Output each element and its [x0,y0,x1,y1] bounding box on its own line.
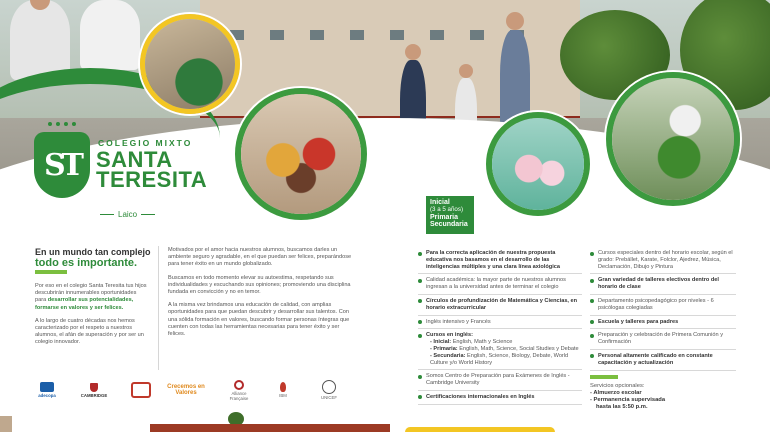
list-item: Departamento psicopedagógico por niveles - 6 psicólogas colegiadas [590,298,736,316]
service-lunch: - Almuerzo escolar [590,390,642,396]
ballet-photo [486,112,590,216]
cambridge-label: CAMBRIDGE [80,392,108,398]
badge-secundaria: Secundaria [430,220,468,228]
list-item-english [418,332,582,370]
student-figure [80,0,140,70]
badge-inicial: Inicial [430,199,450,206]
adecopa-logo [34,378,60,402]
unicef-logo [316,378,342,402]
intro-paragraph-1 [35,283,149,312]
adecopa-icon [40,382,54,392]
cambridge-shield-icon [90,383,98,392]
seal-icon [131,382,151,398]
chess-photo [140,14,240,114]
ibm-label: IBM [279,393,287,398]
service-supervision: - Permanencia supervisada [590,397,666,403]
list-item: Personal altamente calificado en constante capacitación y actualización [590,353,736,371]
dance-photo [235,88,367,220]
levels-badge [426,196,474,234]
crecemos-label: Crecemos en Valores [167,383,205,396]
partner-logos [34,378,374,402]
window [470,30,484,40]
logo-initials: ST [44,147,80,183]
alliance-label: Alliance Française [229,390,249,401]
values-paragraph-3: A la misma vez brindamos una educación de calidad, con amplias oportunidades para que puedan descubrir y desarrollar sus talentos. Con una sólida formación en valores, buscando formar personas íntegras que cuenten con todas las herramientas necesarias para tener éxito y ser felices. [168,302,350,338]
english-inicial [426,339,582,346]
intro-highlight: desarrollar sus potencialidades, formarse en valores y ser felices. [35,297,134,311]
headline [35,247,151,268]
english-secundaria [426,353,582,367]
values-paragraph-2: Buscamos en todo momento elevar su autoestima, respetando sus individualidades y escuchando sus opiniones; promoviendo una disciplina fundada en convicción y no en temor. [168,274,351,296]
gardening-photo [606,72,740,206]
service-hours: hasta las 5:50 p.m. [596,404,648,410]
window [390,30,404,40]
intro-column [35,283,149,353]
list-item: Certificaciones internacionales en Inglés [418,394,582,405]
ibm-logo [270,378,296,402]
badge-ages: (3 a 5 años) [430,206,464,214]
bottom-photo-strip [0,410,400,432]
list-item: Círculos de profundización de Matemática y Ciencias, en horario extracurricular [418,298,582,316]
globe-icon [322,380,336,394]
english-secundaria-label: - Secundaria: [430,352,466,359]
list-item: Calidad académica: la mayor parte de nuestros alumnos ingresan a la universidad antes de terminar el colegio [418,277,582,295]
cambridge-logo [74,378,114,402]
logo-name-line2: TERESITA [96,167,208,192]
headline-line1: En un mundo tan complejo [35,247,151,257]
values-paragraph-1: Motivados por el amor hacia nuestros alumnos, buscamos darles un ambiente seguro y agradable, en el que puedan ser felices, preparándose para tener éxito en un mundo globalizado. [168,247,352,268]
english-primaria [426,346,582,353]
english-secundaria-text: English, Science, Biology, Debate, World Culture y/o World History [430,352,569,366]
accent-bar [590,375,618,379]
list-item: Somos Centro de Preparación para Exámenes de Inglés - Cambridge University [418,373,582,391]
window [350,30,364,40]
features-list-left [418,250,582,408]
services-title: Servicios opcionales: [590,383,645,389]
optional-services [590,375,665,411]
values-column [168,247,354,344]
school-logo [34,128,224,224]
tower [0,416,12,432]
logo-top-label: COLEGIO MIXTO [98,138,193,148]
intro-text: Por eso en el colegio Santa Teresita tus hijos descubrirán innumerables oportunidades para [35,283,147,304]
english-inicial-text: English, Math y Science [451,339,513,346]
student-figure [10,0,70,80]
crecemos-logo [166,378,206,402]
roof [150,424,390,432]
english-title: Cursos en inglés: [426,332,473,339]
alliance-icon [234,380,244,390]
english-primaria-label: - Primaria: [430,345,458,352]
english-inicial-label: - Inicial: [430,339,452,346]
intro-paragraph-2: A lo largo de cuatro décadas nos hemos caracterizado por el respeto a nuestros alumnos, el afán de superación y por ser un colegio innovador. [35,317,144,346]
list-item: Cursos especiales dentro del horario escolar, según el grado: Prebállet, Karate, Folclor, Ajedrez, Música, Declamación, Dibujo y Pintura [590,250,736,274]
accent-bar [35,270,67,274]
logo-name [96,147,224,192]
logo-name-line1: SANTA [96,147,173,172]
window [310,30,324,40]
partner-seal-logo [130,378,152,402]
unicef-label: UNICEF [321,395,337,400]
list-item: Para la correcta aplicación de nuestra propuesta educativa nos basamos en el desarrollo de las inteligencias múltiples y una clara línea axiológica [418,250,582,274]
headline-line2: todo es importante. [35,256,138,269]
crown-icon [48,122,76,132]
adecopa-label: adecopa [38,393,56,398]
column-divider [158,246,159,370]
list-item: Escuela y talleres para padres [590,319,736,330]
flame-icon [280,382,286,392]
badge-primaria: Primaria [430,213,459,221]
window [270,30,284,40]
list-item: Gran variedad de talleres electivos dentro del horario de clase [590,277,736,295]
features-list-right [590,250,736,374]
logo-sub-label: Laico [96,210,159,219]
shield-icon [34,132,90,198]
yellow-accent [405,427,770,432]
alliance-logo [224,378,254,402]
list-item: Inglés intensivo y Francés [418,319,582,330]
window [430,30,444,40]
english-primaria-text: English, Math, Science, Social Studies y Debate [457,345,579,352]
list-item: Preparación y celebración de Primera Comunión y Confirmación [590,332,736,350]
